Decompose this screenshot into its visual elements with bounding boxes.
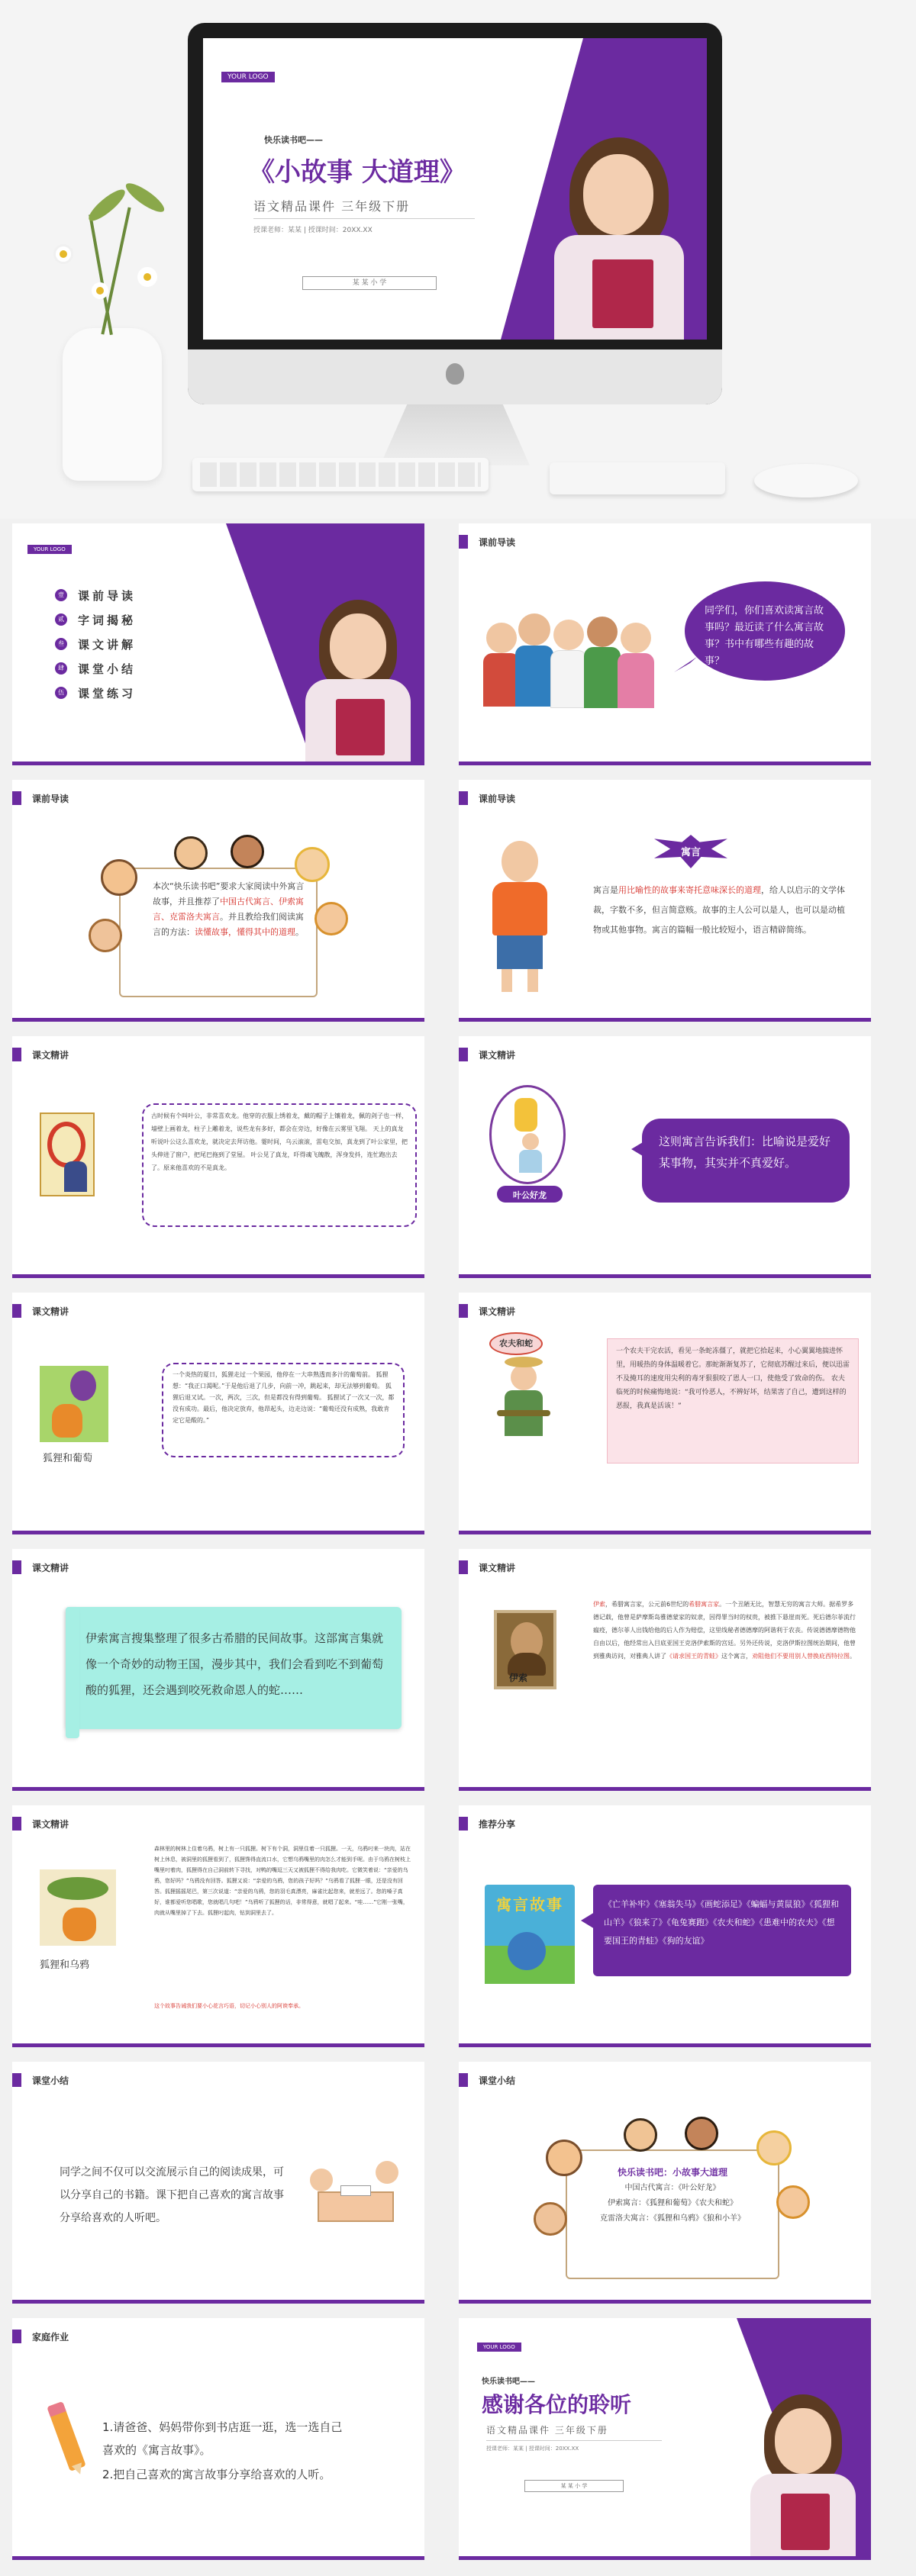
slide-header: 课堂小结 xyxy=(32,2075,69,2086)
pencil-icon xyxy=(47,2401,85,2471)
caption: 叶公好龙 xyxy=(513,1190,547,1200)
mouse xyxy=(754,464,858,497)
thanks-title: 感谢各位的聆听 xyxy=(482,2392,632,2417)
slide-16 xyxy=(12,2318,424,2560)
slide-header: 课前导读 xyxy=(479,793,516,804)
thanks-subtitle: 语文精品课件 三年级下册 xyxy=(486,2425,608,2436)
reading-kids-illustration xyxy=(310,2153,402,2237)
story-text: 森林里的树林上住着乌鸦，树上有一只狐狸。树下有个洞，洞里住着一只狐狸。一天，乌鸦叼来一块肉，站在树上休息，被洞里的狐狸看到了，狐狸馋得直流口水，它想乌鸦嘴里的肉怎么才能到手呢。由于乌鸦在树枝上嘴里叼着肉，狐狸得在自己洞前转下寻找，对鸭的嘴逗三天又被狐狸不得给我肉吃。它微笑着说：“亲爱的乌鸦，您好吗？”乌鸦没有回答。狐狸又说：“亲爱的乌鸦，您的孩子好吗？”乌鸦看了狐狸一眼，还是没有回答。狐狸摇摇尾巴，第三次说道：“亲爱的乌鸦，您的羽毛真漂亮，麻雀比起您来，就差远了。您的嗓子真好，谁都爱听您唱歌，您就唱几句吧！”乌鸦听了狐狸的话，非常得意，就唱了起来。“哇……”它刚一张嘴，肉就从嘴里掉了下去。狐狸叼起肉，钻到洞里去了。 xyxy=(154,1846,411,1916)
cover-school: 某 某 小 学 xyxy=(302,276,437,290)
story-text: 古时候有个叫叶公，非常喜欢龙。他穿的衣服上绣着龙，戴的帽子上镶着龙，佩的剑子也一样，墙壁上画着龙，柱子上雕着龙，说些龙有多好，都会在旁边，好像在云雾里飞翔。 天上的真龙听说叶公这么喜欢龙，就决定去拜访他。霎时间，乌云滚滚，雷电交加，真龙到了叶公家里，把头伸进了窗户，把尾巴拖到了堂屋。 叶公见了真龙，吓得魂飞魄散，浑身发抖，连忙跑出去了。原来他喜欢的不是真龙。 xyxy=(151,1113,408,1171)
summary-text: 同学之间不仅可以交流展示自己的阅读成果，可以分享自己的书籍。课下把自己喜欢的寓言故事分享给喜欢的人听吧。 xyxy=(60,2166,284,2224)
story-text: 一个农夫干完农活，看见一条蛇冻僵了，就把它拾起来，小心翼翼地揣进怀里，用暖热的身体温暖着它。那蛇渐渐复苏了，它彻底苏醒过来后，便以迅雷不及掩耳的速度用尖利的毒牙狠狠咬了恩人一口，使他受了致命的伤。 农夫临死的时候痛悔地说：“我可怜恶人，不辨好坏，结果害了自己，遭到这样的恶报，我真是活该！” xyxy=(616,1348,850,1410)
slide-8 xyxy=(12,1293,424,1534)
toc-list xyxy=(55,583,136,705)
toc-item[interactable]: 壹 课前导读 xyxy=(55,583,136,607)
screen xyxy=(203,38,707,340)
slide-header: 课前导读 xyxy=(32,793,69,804)
homework-1: 1.请爸爸、妈妈带你到书店逛一逛，选一选自己喜欢的《寓言故事》。 xyxy=(102,2420,343,2457)
fox-grapes-illustration xyxy=(40,1366,108,1442)
slide-header: 课文精讲 xyxy=(32,1818,69,1830)
reading-list: 《亡羊补牢》《塞翁失马》《画蛇添足》《蝙蝠与黄鼠狼》《狐狸和山羊》《狼来了》《龟兔赛跑》《农夫和蛇》《患难中的农夫》《想要国王的青蛙》《狗的友谊》 xyxy=(604,1899,839,1946)
slide-header: 家庭作业 xyxy=(32,2331,69,2343)
tag-label: 寓言 xyxy=(680,847,701,858)
cover-title: 《小故事 大道理》 xyxy=(249,157,466,188)
slide-11 xyxy=(459,1549,871,1791)
slide-header: 课文精讲 xyxy=(479,1562,516,1573)
slide-14 xyxy=(12,2062,424,2304)
slide-header: 课文精讲 xyxy=(32,1306,69,1317)
keyboard xyxy=(192,458,489,491)
thanks-school: 某 某 小 学 xyxy=(524,2480,624,2492)
toc-item[interactable]: 伍 课堂练习 xyxy=(55,681,136,705)
summary-lines: 快乐读书吧：小故事大道理 中国古代寓言：《叶公好龙》 伊索寓言：《狐狸和葡萄》《农夫和蛇》 克雷洛夫寓言：《狐狸和乌鸦》《狼和小羊》 xyxy=(600,2167,745,2223)
slide-header: 课文精讲 xyxy=(479,1049,516,1061)
slide-header: 课文精讲 xyxy=(32,1562,69,1573)
slide-12 xyxy=(12,1805,424,2047)
caption: 农夫和蛇 xyxy=(499,1338,533,1348)
book-title: 寓言故事 xyxy=(496,1895,563,1914)
monitor-stand xyxy=(380,404,530,465)
dragon-illustration xyxy=(40,1113,95,1196)
moral-bubble: 这则寓言告诉我们：比喻说是爱好某事物，其实并不真爱好。 xyxy=(642,1119,850,1203)
bio-text: 伊索，希腊寓言家，公元前6世纪的希腊寓言家。一个丑陋无比，智慧无穷的寓言大师。据希罗多德记载，他曾是萨摩斯岛雅德蒙家的奴隶，因得罪当时的权贵，被推下悬崖而死。死后德尔菲流行瘟疫，德尔菲人出钱给他的后人作为赔偿，这里线秘者德德摩的阿谐利于农丧。传说德德摩德物他自由以后，他经常出入目底亚国王克洛伊索斯的宫廷。另外还传说，克洛伊斯拉图统治期间，他曾到雅典访问，对雅典人讲了《请求国王的青蛙》这个寓言，劝阻他们不要用别人替换庇西特拉图。 xyxy=(593,1601,856,1660)
thanks-kicker: 快乐读书吧—— xyxy=(482,2378,535,2386)
slide-3 xyxy=(459,523,871,765)
flower-vase xyxy=(63,328,162,481)
toc-item[interactable]: 肆 课堂小结 xyxy=(55,656,136,681)
homework-2: 2.把自己喜欢的寓言故事分享给喜欢的人听。 xyxy=(102,2468,331,2481)
caption: 狐狸和乌鸦 xyxy=(40,1959,90,1971)
slide-15 xyxy=(459,2062,871,2304)
farmer-illustration xyxy=(489,1357,558,1456)
definition-text: 寓言是用比喻性的故事来寄托意味深长的道理，给人以启示的文学体裁，字数不多，但言简意赅。故事的主人公可以是人，也可以是动植物或其他事物。寓言的篇幅一般比较短小，语言精辟简练。 xyxy=(593,885,845,935)
thanks-meta: 授课老师：某某 | 授课时间：20XX.XX xyxy=(486,2446,579,2452)
slide-header: 课前导读 xyxy=(479,536,516,548)
logo: YOUR LOGO xyxy=(477,2343,521,2352)
slide-13 xyxy=(459,1805,871,2047)
boy-photo xyxy=(489,841,550,1001)
slide-header: 课堂小结 xyxy=(479,2075,516,2086)
cover-meta: 授课老师：某某 | 授课时间：20XX.XX xyxy=(253,227,373,234)
intro-text: 本次“快乐读书吧”要求大家阅读中外寓言故事，并且推荐了中国古代寓言、伊索寓言、克雷洛夫寓言。并且教给我们阅读寓言的方法：读懂故事，懂得其中的道理。 xyxy=(153,881,305,937)
slide-toc xyxy=(12,523,424,765)
slide-5 xyxy=(459,780,871,1022)
slide-header: 推荐分享 xyxy=(479,1818,516,1830)
fox-crow-illustration xyxy=(40,1869,116,1946)
ye-gong-illustration xyxy=(489,1085,566,1184)
story-text: 一个炎热的夏日，狐狸走过一个果园，他停在一大串熟透而多汁的葡萄前。 狐狸想：“我正口渴呢。”于是他后退了几步，向前一冲，跳起来，却无法够到葡萄。 狐狸后退又试。一次，两次，三次，但是都没有得到葡萄。 狐狸试了一次又一次，都没有成功。最后，他决定放弃，他昂起头，边走边说：“葡萄还没有成熟，我敢肯定它是酸的。” xyxy=(173,1371,395,1424)
logo: YOUR LOGO xyxy=(221,72,275,82)
kids-group-photo xyxy=(486,613,669,713)
caption: 狐狸和葡萄 xyxy=(43,1453,93,1464)
girl-photo xyxy=(301,600,415,765)
girl-photo xyxy=(547,137,692,340)
slide-header: 课文精讲 xyxy=(32,1049,69,1061)
slide-10 xyxy=(12,1549,424,1791)
apple-icon xyxy=(446,363,464,385)
cover-kicker: 快乐读书吧—— xyxy=(264,135,323,145)
slide-6 xyxy=(12,1036,424,1278)
slide-4 xyxy=(12,780,424,1022)
flowers xyxy=(31,183,183,336)
girl-photo xyxy=(746,2394,860,2560)
toc-item[interactable]: 叁 课文讲解 xyxy=(55,632,136,656)
slide-7 xyxy=(459,1036,871,1278)
slide-header: 课文精讲 xyxy=(479,1306,516,1317)
portrait-caption: 伊索 xyxy=(509,1673,528,1683)
cover-subtitle: 语文精品课件 三年级下册 xyxy=(253,199,411,214)
slide-thanks xyxy=(459,2318,871,2560)
logo: YOUR LOGO xyxy=(27,545,72,554)
trackpad xyxy=(550,462,725,494)
warning-text: 这个故事告诫我们要小心花言巧语，切记小心别人的阿谀奉承。 xyxy=(154,2003,304,2009)
hero xyxy=(0,0,916,519)
slide-9 xyxy=(459,1293,871,1534)
intro-text: 伊索寓言搜集整理了很多古希腊的民间故事。这部寓言集就像一个奇妙的动物王国，漫步其中，我们会看到吃不到葡萄酸的狐狸，还会遇到咬死救命恩人的蛇…… xyxy=(85,1631,384,1697)
toc-item[interactable]: 贰 字词揭秘 xyxy=(55,607,136,632)
question-bubble: 同学们，你们喜欢读寓言故事吗？最近读了什么寓言故事？书中有哪些有趣的故事？ xyxy=(685,581,845,681)
